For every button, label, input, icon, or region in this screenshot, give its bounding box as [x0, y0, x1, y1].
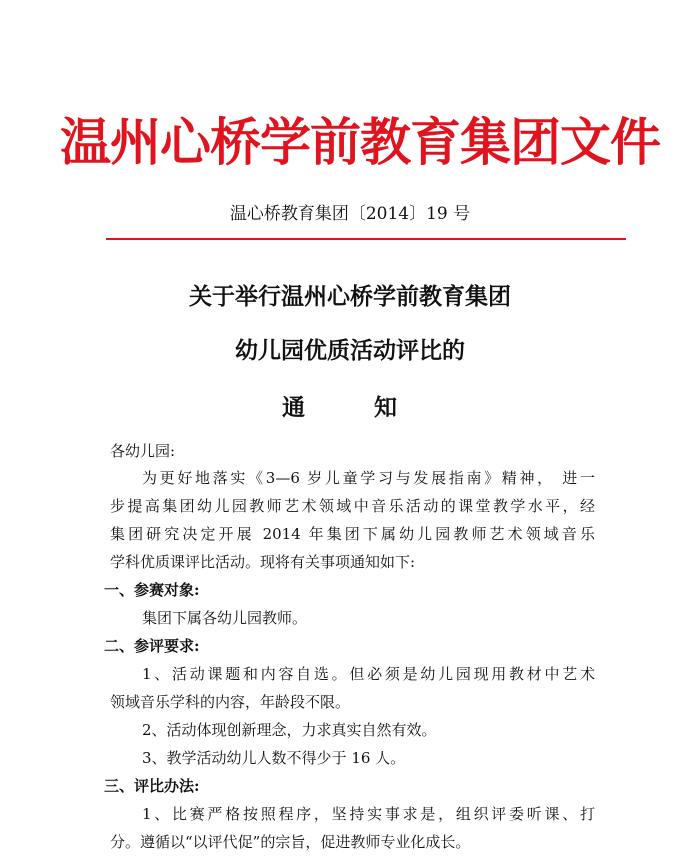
notice-title-line-2: 幼儿园优质活动评比的: [235, 337, 465, 364]
section-line: 分。遵循以“以评代促”的宗旨，促进教师专业化成长。: [110, 833, 471, 851]
section-line: 3、教学活动幼儿人数不得少于 16 人。: [142, 749, 406, 767]
intro-line: 为更好地落实《3—6 岁儿童学习与发展指南》精神， 进一: [142, 469, 595, 487]
salutation: 各幼儿园:: [110, 442, 176, 460]
section-line: 1、活动课题和内容自选。但必须是幼儿园现用教材中艺术: [142, 665, 595, 683]
notice-title-char-2: 知: [374, 394, 397, 421]
section-line: 2、活动体现创新理念，力求真实自然有效。: [142, 721, 437, 739]
section-line: 领域音乐学科的内容，年龄段不限。: [110, 693, 351, 711]
document-number: 温心桥教育集团〔2014〕19 号: [229, 204, 471, 224]
section-heading: 三、评比办法:: [104, 777, 200, 795]
intro-line: 步提高集团幼儿园教师艺术领域中音乐活动的课堂教学水平，经: [110, 497, 595, 515]
intro-line: 学科优质课评比活动。现将有关事项通知如下:: [110, 553, 416, 571]
intro-line: 集团研究决定开展 2014 年集团下属幼儿园教师艺术领域音乐: [110, 525, 595, 543]
red-divider: [106, 238, 626, 240]
document-body: [104, 438, 595, 856]
section-heading: 二、参评要求:: [104, 637, 200, 655]
notice-title-line-1: 关于举行温州心桥学前教育集团: [189, 283, 511, 310]
section-line: 1、比赛严格按照程序，坚持实事求是，组织评委听课、打: [142, 805, 595, 823]
section-heading: 一、参赛对象:: [104, 581, 200, 599]
notice-title-char-1: 通: [282, 394, 305, 421]
section-line: 集团下属各幼儿园教师。: [142, 609, 308, 627]
org-title: 温州心桥学前教育集团文件: [60, 113, 661, 173]
